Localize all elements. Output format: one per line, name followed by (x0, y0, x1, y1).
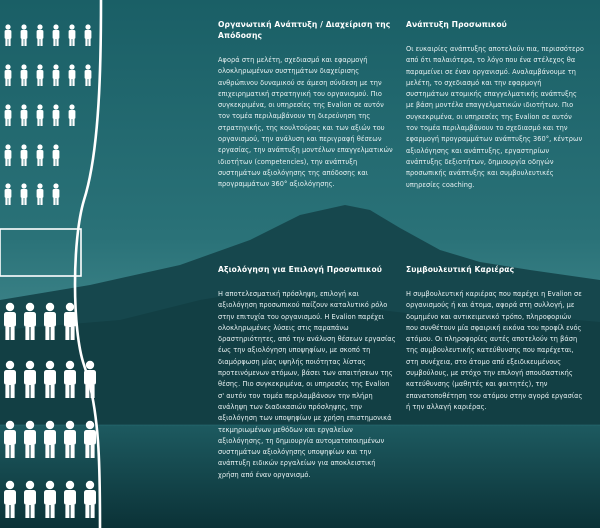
section-body: Αφορά στη μελέτη, σχεδιασμό και εφαρμογή ολοκληρωμένων συστημάτων διαχείρισης ανθρώπινου δυναμικού σε άμεση σύνδεση με την επιχειρηματική στρατηγική του οργανισμού. Πιο συγκεκριμένα, οι υπηρεσίες της Evalion σε αυτόν τον τομέα περιλαμβάνουν τη διερεύνηση της στρατηγικής, της κουλτούρας και των αξιών του οργανισμού, την ανάλυση και περιγραφή θέσεων εργασίας, την ανάπτυξη μοντέλων επαγγελματικών ιδιοτήτων (competencies), την ανάπτυξη συστημάτων αξιολόγησης της απόδοσης και προγραμμάτων 360° αξιολόγησης. (218, 56, 393, 189)
section-staff-development (406, 19, 584, 191)
section-body: Η συμβουλευτική καριέρας που παρέχει η Evalion σε οργανισμούς ή και άτομα, αφορά στη συλλογή, με δομημένο και αντικειμενικό τρόπο, πληροφοριών που συνθέτουν μία σφαιρική εικόνα του προφίλ ενός ατόμου. Οι πληροφορίες αυτές αποτελούν τη βάση της συμβουλευτικής κατεύθυνσης που παρέχεται, στη συνέχεια, στο άτομο από εξειδικευμένους συμβούλους, με στόχο την επιλογή σπουδαστικής κατεύθυνσης (μαθητές και φοιτητές), την επανατοποθέτηση του ατόμου στην αγορά εργασίας ή την αλλαγή καριέρας. (406, 290, 583, 411)
section-career-counseling (406, 264, 584, 413)
section-title: Αξιολόγηση για Επιλογή Προσωπικού (218, 265, 383, 274)
section-body: Η αποτελεσματική πρόσληψη, επιλογή και αξιολόγηση προσωπικού παίζουν καταλυτικό ρόλο στην επιτυχία του οργανισμού. Η Evalion παρέχει ολοκληρωμένες λύσεις στις παραπάνω δραστηριότητες, από την ανάλυση θέσεων εργασίας έως την αξιολόγηση υποψηφίων, με σκοπό τη διαμόρφωση μίας υψηλής ποιότητας λίστας προτεινόμενων ατόμων, βάσει των απαιτήσεων της θέσης. Πιο συγκεκριμένα, οι υπηρεσίες της Evalion σ' αυτόν τον τομέα περιλαμβάνουν την πλήρη ανάληψη των διαδικασιών πρόσληψης, την αξιολόγηση των υποψηφίων με χρήση επιστημονικά τεκμηριωμένων μεθόδων και εργαλείων αξιολόγησης, τη δημιουργία αυτοματοποιημένων συστημάτων αξιολόγησης υποψηφίων και την ανάπτυξη ειδικών εργαλείων για αποκλειστική χρήση από έναν οργανισμό. (218, 290, 396, 479)
section-title: Ανάπτυξη Προσωπικού (406, 20, 507, 29)
people-silhouettes-graphic (0, 0, 125, 528)
section-title: Συμβουλευτική Καριέρας (406, 265, 515, 274)
person-silhouette-icon (4, 303, 96, 518)
section-title: Οργανωτική Ανάπτυξη / Διαχείριση της Απόδοσης (218, 20, 391, 40)
section-assessment-selection (218, 264, 396, 481)
person-silhouette-icon (5, 24, 92, 205)
section-organizational-development (218, 19, 396, 191)
section-body: Οι ευκαιρίες ανάπτυξης αποτελούν πια, περισσότερο από ότι παλαιότερα, το λόγο που ένα στέλεχος θα παραμείνει σε έναν οργανισμό. Αναλαμβάνουμε τη μελέτη, το σχεδιασμό και την εφαρμογή συστημάτων ατομικής επαγγελματικής ανάπτυξης με βάση μοντέλα επαγγελματικών ιδιοτήτων. Πιο συγκεκριμένα, οι υπηρεσίες της Evalion σε αυτόν τον τομέα περιλαμβάνουν το σχεδιασμό και την εφαρμογή προγραμμάτων ανάπτυξης 360°, κέντρων αξιολόγησης και ανάπτυξης, εργαστηρίων ανάπτυξης δεξιοτήτων, δημιουργία οδηγών προσωπικής ανάπτυξης και συμβουλευτικές υπηρεσίες coaching. (406, 45, 584, 189)
